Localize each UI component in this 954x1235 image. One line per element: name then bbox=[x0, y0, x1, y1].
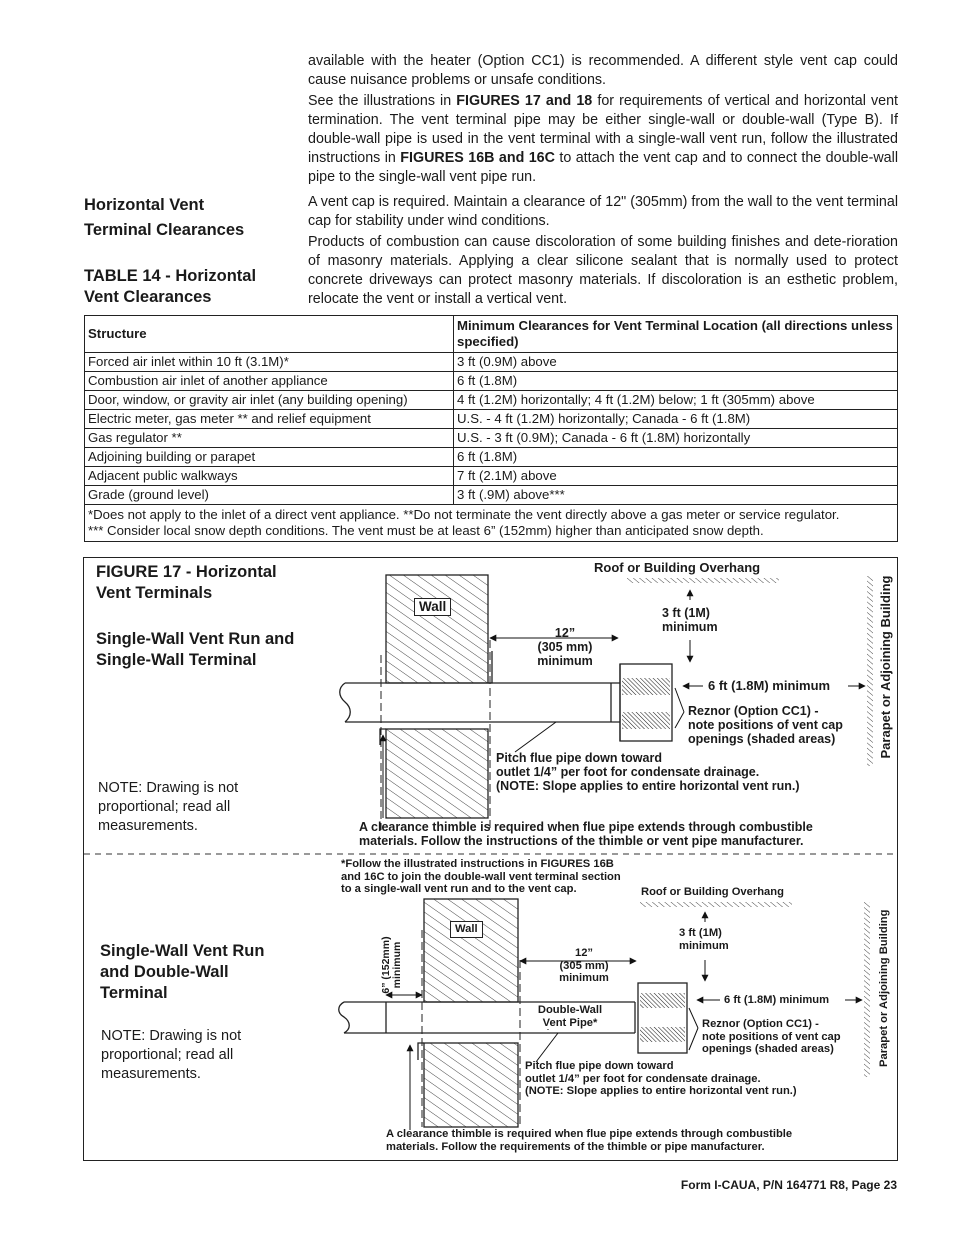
note-line: proportional; read all bbox=[101, 1047, 234, 1063]
pipe-break bbox=[340, 683, 351, 722]
thimble-label bbox=[386, 1128, 792, 1153]
subtitle-line: Single-Wall Vent Run and bbox=[96, 630, 295, 648]
clearance-6in-label bbox=[381, 925, 403, 1005]
note-line: NOTE: Drawing is not bbox=[101, 1028, 242, 1044]
parapet-label: Parapet or Adjoining Building bbox=[878, 575, 893, 759]
label-line: Vent Pipe* bbox=[542, 1016, 598, 1029]
vent-cap-opening bbox=[622, 712, 670, 729]
instruction-label bbox=[341, 858, 621, 896]
table-cell: Door, window, or gravity air inlet (any building opening) bbox=[85, 391, 454, 410]
label-line: Reznor (Option CC1) - bbox=[688, 704, 819, 718]
table-cell: 6 ft (1.8M) bbox=[454, 448, 898, 467]
table-cell: 3 ft (0.9M) above bbox=[454, 353, 898, 372]
label-line: 12” bbox=[574, 947, 594, 959]
label-line: outlet 1/4” per foot for condensate drainage. bbox=[525, 1072, 761, 1085]
text-run: See the illustrations in bbox=[308, 93, 457, 109]
wall-upper bbox=[424, 899, 518, 1002]
subtitle-line: Terminal bbox=[100, 984, 168, 1002]
label-line: 3 ft (1M) bbox=[679, 927, 722, 939]
table-cell: U.S. - 4 ft (1.2M) horizontally; Canada - 6 ft (1.8M) bbox=[454, 410, 898, 429]
roof-overhang bbox=[627, 578, 779, 583]
label-line: A clearance thimble is required when flue pipe extends through combustible bbox=[359, 820, 813, 834]
parapet-label: Parapet or Adjoining Building bbox=[877, 909, 890, 1067]
leader-line bbox=[689, 1028, 698, 1050]
heading-line: Horizontal Vent bbox=[84, 196, 205, 214]
label-line: note positions of vent cap bbox=[702, 1030, 841, 1043]
label-line: (305 mm) bbox=[559, 959, 609, 972]
label-line: outlet 1/4” per foot for condensate drainage. bbox=[496, 765, 760, 779]
label-line: openings (shaded areas) bbox=[702, 1043, 834, 1055]
leader-line bbox=[515, 722, 556, 752]
clearance-12in-label bbox=[532, 626, 598, 668]
roof-label: Roof or Building Overhang bbox=[594, 560, 761, 575]
label-line: to a single-wall vent run and to the vent cap. bbox=[341, 883, 577, 895]
label-line: Pitch flue pipe down toward bbox=[496, 751, 662, 765]
table-cell: Adjacent public walkways bbox=[85, 467, 454, 486]
clearance-3ft-label bbox=[679, 927, 729, 952]
wall-upper bbox=[386, 575, 488, 683]
clearance-3ft-label bbox=[662, 606, 718, 634]
label-line: note positions of vent cap bbox=[688, 718, 843, 732]
subtitle-line: and Double-Wall bbox=[100, 963, 229, 981]
title-line: Vent Terminals bbox=[96, 584, 213, 602]
label-line: A clearance thimble is required when flue pipe extends through combustible bbox=[386, 1128, 793, 1140]
table-cell: Gas regulator ** bbox=[85, 429, 454, 448]
label-line: openings (shaded areas) bbox=[688, 732, 836, 746]
roof-overhang bbox=[640, 902, 792, 907]
footnote-line: *Does not apply to the inlet of a direct vent appliance. **Do not terminate the vent directly above a gas meter or service regulator. bbox=[88, 507, 840, 522]
label-line: minimum bbox=[679, 939, 729, 952]
leader-line bbox=[675, 688, 684, 712]
text-run: to attach the vent cap and to connect the double-wall pipe to the single-wall vent pipe run. bbox=[308, 150, 898, 185]
wall-lower bbox=[386, 729, 488, 818]
wall-lower bbox=[424, 1043, 518, 1127]
label-line: Pitch flue pipe down toward bbox=[525, 1060, 674, 1072]
label-line: 6” (152mm) bbox=[380, 936, 392, 994]
vent-cap-opening bbox=[622, 678, 670, 695]
table-cell: 7 ft (2.1M) above bbox=[454, 467, 898, 486]
heading-line: Vent Clearances bbox=[84, 288, 212, 306]
label-line: Double-Wall bbox=[537, 1004, 603, 1016]
note-line: proportional; read all bbox=[98, 799, 231, 815]
label-line: materials. Follow the requirements of the thimble or pipe manufacturer. bbox=[386, 1140, 765, 1153]
table-cell: Combustion air inlet of another appliance bbox=[85, 372, 454, 391]
label-line: (305 mm) bbox=[537, 640, 593, 654]
clearance-6ft-label: 6 ft (1.8M) minimum bbox=[724, 994, 830, 1006]
top-panel-note bbox=[98, 779, 238, 836]
pitch-label bbox=[525, 1060, 797, 1098]
label-line: (NOTE: Slope applies to entire horizontal vent run.) bbox=[496, 779, 800, 793]
top-panel-subtitle bbox=[96, 629, 294, 671]
label-line: 3 ft (1M) bbox=[662, 606, 710, 620]
vent-cap-opening bbox=[640, 993, 685, 1008]
wall-label: Wall bbox=[450, 921, 483, 938]
note-line: measurements. bbox=[101, 1066, 201, 1082]
text-run: for requirements of vertical and horizontal vent termination. The vent terminal pipe may be either single-wall or double-wall (Type B). If double-wall pipe is used in the vent terminal with a single-wall vent run, follow the illustrated instructions in bbox=[308, 93, 898, 166]
heading-line: TABLE 14 - Horizontal bbox=[84, 267, 257, 285]
label-line: minimum bbox=[559, 972, 609, 984]
wall-label: Wall bbox=[414, 598, 451, 616]
figure-ref: FIGURES 17 and 18 bbox=[456, 93, 593, 109]
pipe-break bbox=[339, 1002, 350, 1033]
vent-cap bbox=[620, 664, 672, 741]
clearance-12in-label bbox=[553, 947, 615, 985]
parapet bbox=[867, 576, 873, 766]
label-line: (NOTE: Slope applies to entire horizontal vent run.) bbox=[525, 1085, 797, 1097]
figure-title bbox=[96, 562, 277, 604]
section-paragraph-1: A vent cap is required. Maintain a clearance of 12" (305mm) from the wall to the vent terminal cap for stability under wind conditions. bbox=[308, 194, 898, 229]
label-line: materials. Follow the instructions of the thimble or vent pipe manufacturer. bbox=[359, 834, 804, 848]
note-line: NOTE: Drawing is not bbox=[98, 780, 239, 796]
title-line: FIGURE 17 - Horizontal bbox=[96, 563, 277, 581]
vent-cap-label bbox=[688, 704, 843, 746]
table-cell: 4 ft (1.2M) horizontally; 4 ft (1.2M) below; 1 ft (305mm) above bbox=[454, 391, 898, 410]
section-paragraph-2: Products of combustion can cause discoloration of some building finishes and dete-rioration of masonry materials. Applying a clear silicone sealant that is normally used to protect concrete driveways can protect masonry materials. If discoloration is an esthetic problem, relocate the vent or install a vertical vent. bbox=[308, 234, 898, 307]
parapet bbox=[864, 902, 870, 1077]
table-cell: Grade (ground level) bbox=[85, 486, 454, 505]
note-line: measurements. bbox=[98, 818, 198, 834]
label-line: and 16C to join the double-wall vent terminal section bbox=[341, 870, 621, 883]
bottom-panel-note bbox=[101, 1027, 241, 1084]
label-line: minimum bbox=[537, 654, 593, 668]
vent-cap-label bbox=[702, 1018, 841, 1056]
figure-ref: FIGURES 16B and 16C bbox=[400, 150, 555, 166]
page-footer: Form I-CAUA, P/N 164771 R8, Page 23 bbox=[680, 1178, 897, 1192]
vent-cap-opening bbox=[640, 1027, 685, 1042]
table-cell: Electric meter, gas meter ** and relief equipment bbox=[85, 410, 454, 429]
roof-label: Roof or Building Overhang bbox=[641, 886, 784, 898]
label-line: 12” bbox=[554, 626, 576, 640]
clearance-6ft-label: 6 ft (1.8M) minimum bbox=[708, 678, 831, 693]
table-cell: 3 ft (.9M) above*** bbox=[454, 486, 898, 505]
table-cell: Forced air inlet within 10 ft (3.1M)* bbox=[85, 353, 454, 372]
label-line: minimum bbox=[662, 620, 718, 634]
thimble bbox=[418, 1043, 424, 1060]
pitch-label bbox=[496, 751, 800, 793]
thimble-label bbox=[359, 820, 813, 848]
subtitle-line: Single-Wall Terminal bbox=[96, 651, 257, 669]
leader-line bbox=[675, 712, 684, 728]
footnote-line: *** Consider local snow depth conditions. The vent must be at least 6” (152mm) higher than anticipated snow depth. bbox=[88, 523, 764, 538]
label-line: minimum bbox=[391, 941, 403, 989]
table-cell: Adjoining building or parapet bbox=[85, 448, 454, 467]
heading-line: Terminal Clearances bbox=[84, 221, 245, 239]
label-line: Reznor (Option CC1) - bbox=[702, 1018, 819, 1030]
subtitle-line: Single-Wall Vent Run bbox=[100, 942, 265, 960]
intro-paragraph-1: available with the heater (Option CC1) is recommended. A different style vent cap could cause nuisance problems or unsafe conditions. bbox=[308, 53, 898, 88]
table-cell: U.S. - 3 ft (0.9M); Canada - 6 ft (1.8M) horizontally bbox=[454, 429, 898, 448]
double-wall-label bbox=[534, 1004, 606, 1029]
table-cell: 6 ft (1.8M) bbox=[454, 372, 898, 391]
table-header-cell: Minimum Clearances for Vent Terminal Location (all directions unless specified) bbox=[454, 316, 898, 353]
label-line: *Follow the illustrated instructions in FIGURES 16B bbox=[341, 858, 614, 870]
leader-line bbox=[536, 1033, 558, 1062]
bottom-panel-subtitle bbox=[100, 941, 264, 1004]
leader-line bbox=[689, 1008, 698, 1028]
table-header-cell: Structure bbox=[85, 316, 454, 353]
